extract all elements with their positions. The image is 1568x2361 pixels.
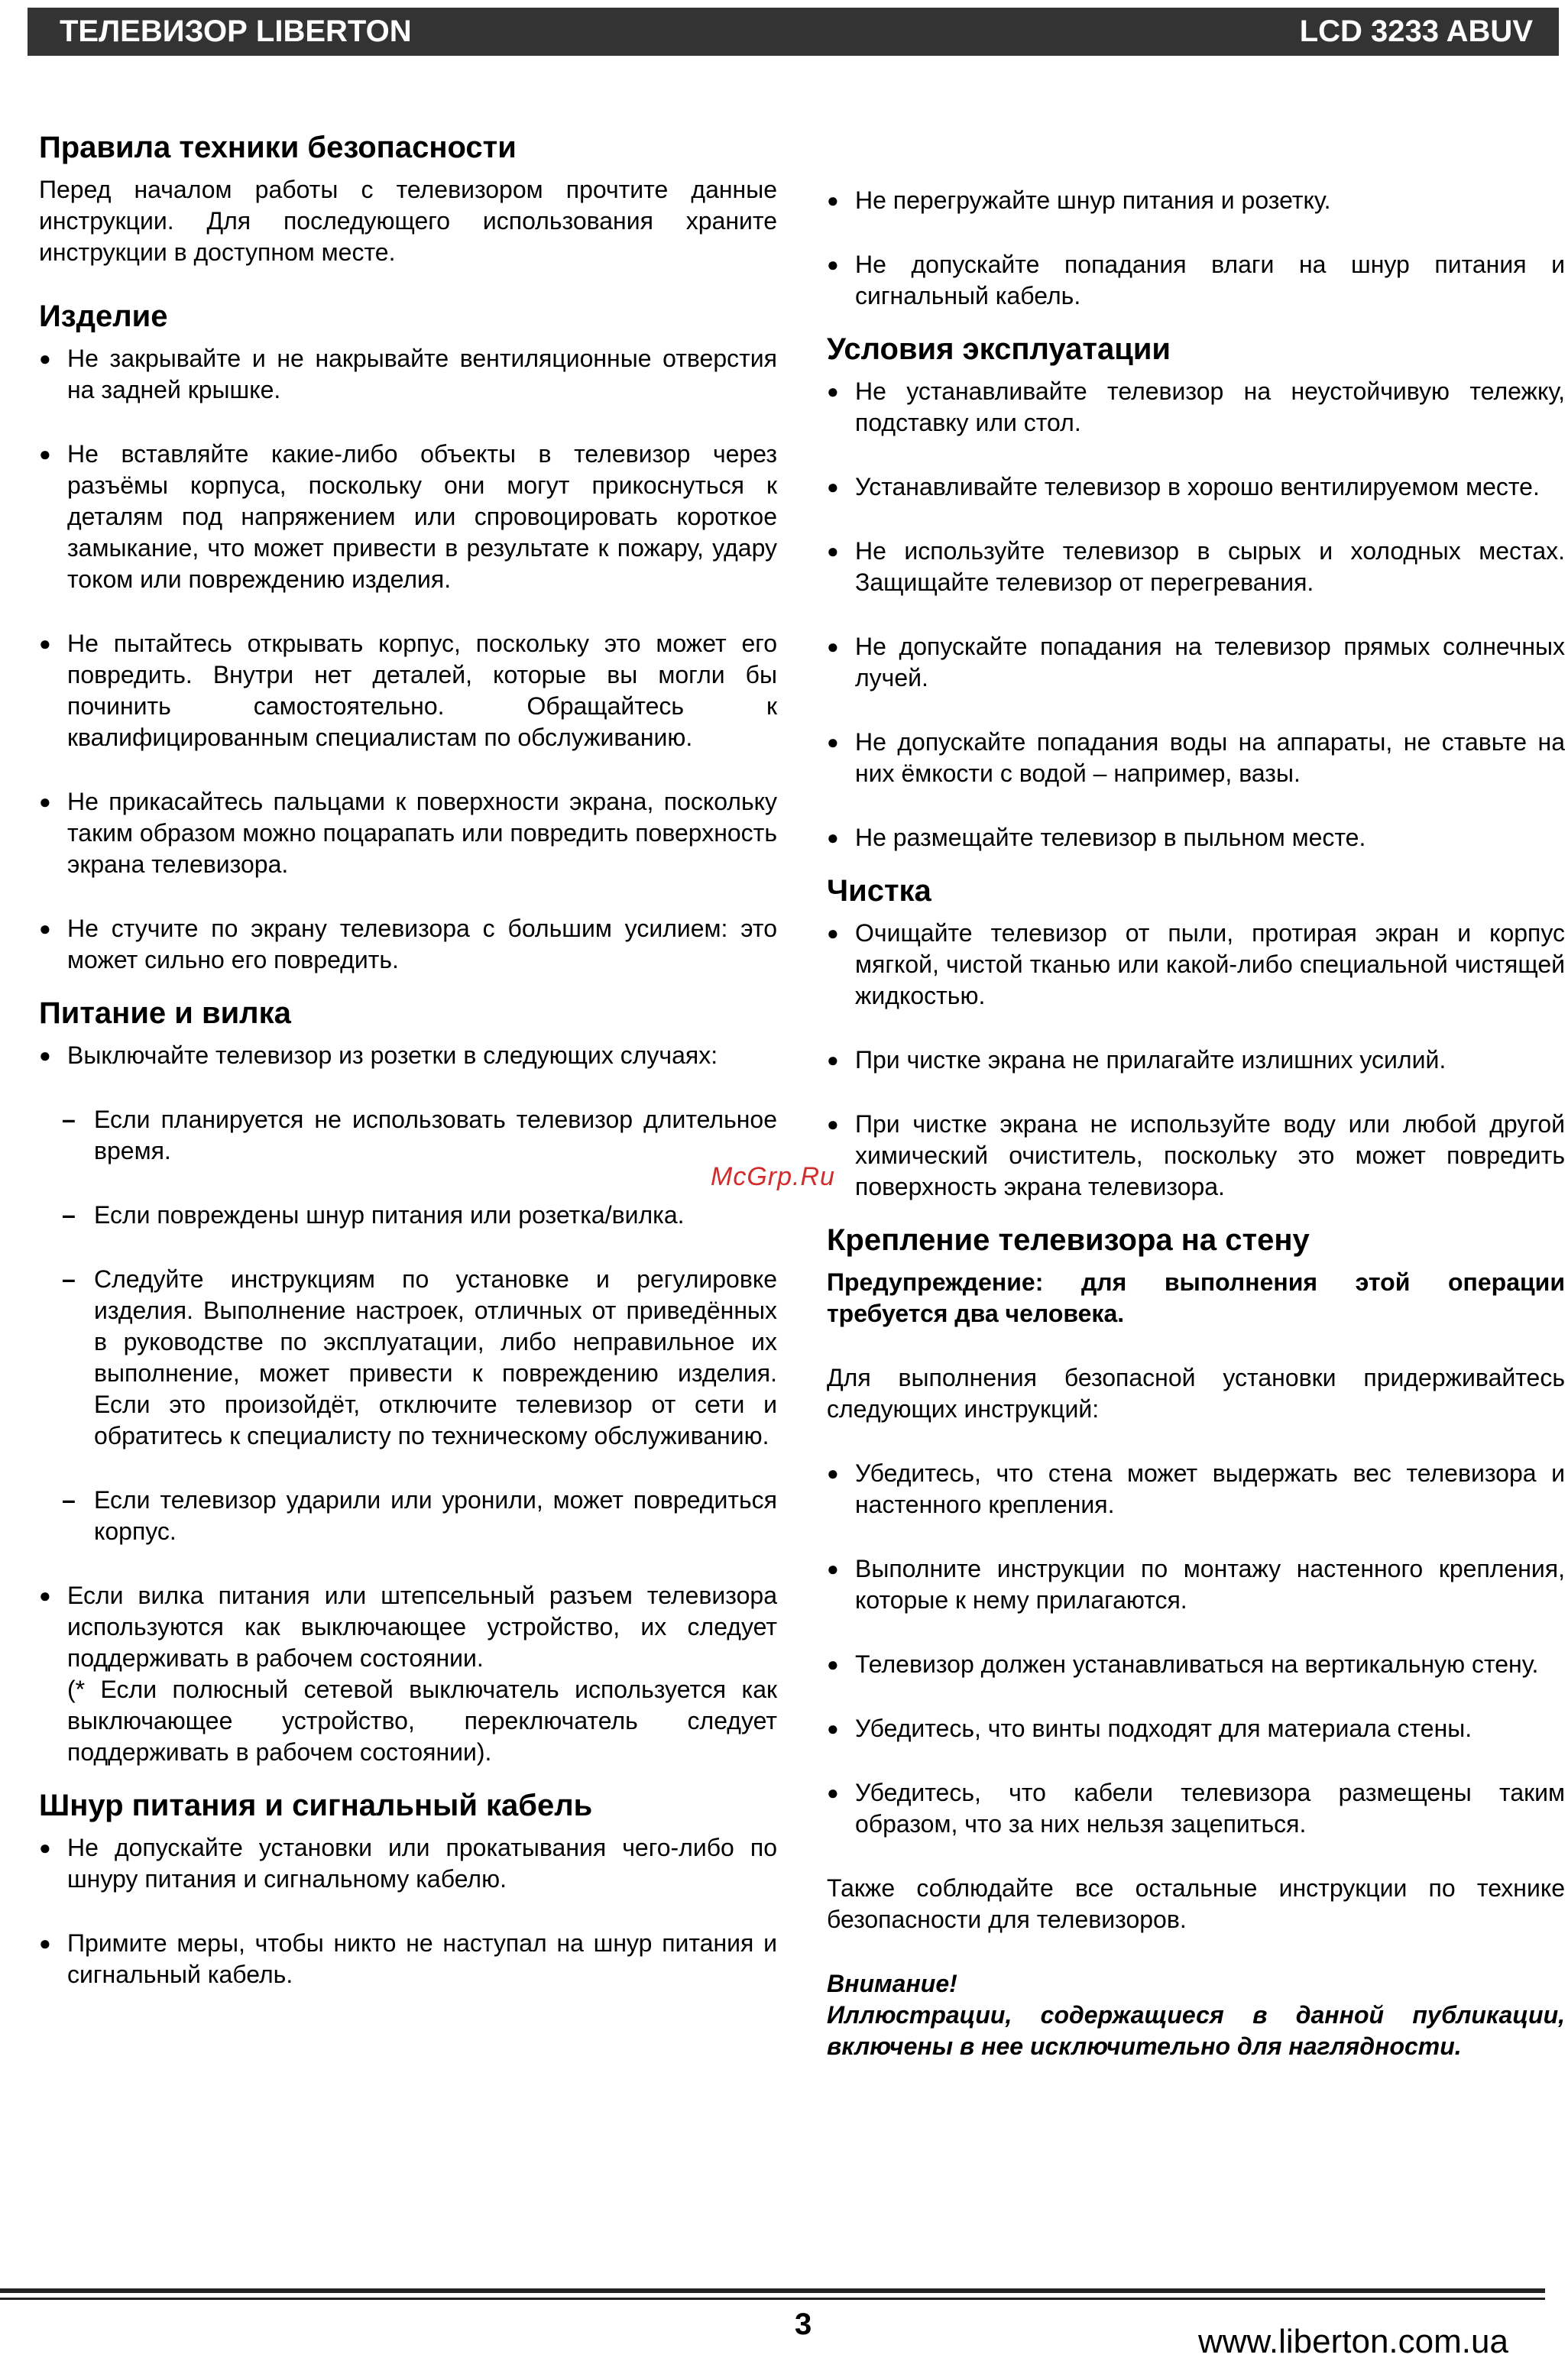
power-list-2 bbox=[39, 1580, 777, 1768]
list-item: ● Выключайте телевизор из розетки в следующих случаях: bbox=[39, 1040, 777, 1071]
list-item: – Если телевизор ударили или уронили, может повредиться корпус. bbox=[62, 1486, 777, 1545]
product-list bbox=[39, 343, 777, 976]
list-item: ● Не закрывайте и не накрывайте вентиляционные отверстия на задней крышке. bbox=[39, 345, 777, 403]
list-item: ● При чистке экрана не прилагайте излишних усилий. bbox=[827, 1044, 1565, 1076]
bullet-icon: ● bbox=[39, 1836, 51, 1859]
wall-mount-outro: Также соблюдайте все остальные инструкции по технике безопасности для телевизоров. bbox=[827, 1874, 1565, 1933]
left-column bbox=[39, 127, 777, 2023]
footer-divider bbox=[0, 2288, 1545, 2293]
bullet-icon: ● bbox=[827, 1112, 839, 1135]
list-item: ● Убедитесь, что винты подходят для материала стены. bbox=[827, 1713, 1565, 1744]
list-item: ● Не устанавливайте телевизор на неустойчивую тележку, подставку или стол. bbox=[827, 377, 1565, 436]
conditions-list bbox=[827, 376, 1565, 853]
cleaning-list bbox=[827, 918, 1565, 1203]
bullet-icon: ● bbox=[827, 253, 839, 276]
section-title-cleaning: Чистка bbox=[827, 874, 931, 908]
list-item: ● Не перегружайте шнур питания и розетку. bbox=[827, 185, 1565, 216]
wall-mount-warning: Предупреждение: для выполнения этой операции требуется два человека. bbox=[827, 1268, 1565, 1327]
list-item: ● Не допускайте попадания воды на аппараты, не ставьте на них ёмкости с водой – например, вазы. bbox=[827, 728, 1565, 787]
bullet-icon: ● bbox=[827, 1781, 839, 1804]
bullet-icon: ● bbox=[827, 475, 839, 498]
list-item: ● Не стучите по экрану телевизора с большим усилием: это может сильно его повредить. bbox=[39, 915, 777, 973]
bullet-icon: ● bbox=[827, 1717, 839, 1740]
bullet-icon: ● bbox=[827, 380, 839, 403]
section-title-power: Питание и вилка bbox=[39, 996, 291, 1030]
bullet-icon: ● bbox=[827, 635, 839, 658]
power-list bbox=[39, 1040, 777, 1071]
bullet-icon: ● bbox=[39, 917, 51, 940]
bullet-icon: ● bbox=[39, 347, 51, 370]
note-title: Внимание! bbox=[827, 1970, 957, 1997]
list-item: – Следуйте инструкциям по установке и регулировке изделия. Выполнение настроек, отличных от приведённых в руководстве по эксплуатации, либо неправильное их выполнение, может привести к повреждению изделия. Если это произойдёт, отключите телевизор от сети и обратитесь к специалисту по техническому обслуживанию. bbox=[62, 1265, 777, 1449]
bullet-icon: ● bbox=[39, 1932, 51, 1955]
dash-icon: – bbox=[62, 1201, 76, 1229]
safety-intro: Перед началом работы с телевизором прочтите данные инструкции. Для последующего использования храните инструкции в доступном месте. bbox=[39, 176, 777, 266]
page-number: 3 bbox=[795, 2308, 812, 2341]
list-item: ● Не допускайте попадания влаги на шнур питания и сигнальный кабель. bbox=[827, 251, 1565, 309]
bullet-icon: ● bbox=[827, 921, 839, 944]
list-item: ● Очищайте телевизор от пыли, протирая экран и корпус мягкой, чистой тканью или какой-либо специальной чистящей жидкостью. bbox=[827, 919, 1565, 1009]
power-dash-list bbox=[39, 1104, 777, 1547]
list-item: ● Не используйте телевизор в сырых и холодных местах. Защищайте телевизор от перегревания. bbox=[827, 537, 1565, 596]
cable-list bbox=[39, 1832, 777, 1990]
list-item: ● Не допускайте попадания на телевизор прямых солнечных лучей. bbox=[827, 633, 1565, 691]
bullet-icon: ● bbox=[39, 1584, 51, 1607]
list-item: ● Выполните инструкции по монтажу настенного крепления, которые к нему прилагаются. bbox=[827, 1555, 1565, 1614]
dash-icon: – bbox=[62, 1265, 76, 1293]
section-title-wall-mount: Крепление телевизора на стену bbox=[827, 1223, 1310, 1257]
list-item: ● Если вилка питания или штепсельный разъем телевизора используются как выключающее устройство, их следует поддерживать в рабочем состоянии. (* Если полюсный сетевой выключатель используется как выключающее устройство, переключатель следует поддерживать в рабочем состоянии). bbox=[39, 1582, 777, 1766]
bullet-icon: ● bbox=[827, 1557, 839, 1580]
list-item: ● При чистке экрана не используйте воду или любой другой химический очиститель, поскольку это может повредить поверхность экрана телевизора. bbox=[827, 1110, 1565, 1200]
section-title-conditions: Условия эксплуатации bbox=[827, 332, 1171, 366]
list-item: ● Телевизор должен устанавливаться на вертикальную стену. bbox=[827, 1649, 1565, 1680]
list-item: ● Убедитесь, что стена может выдержать вес телевизора и настенного крепления. bbox=[827, 1459, 1565, 1518]
wall-mount-intro: Для выполнения безопасной установки придерживайтесь следующих инструкций: bbox=[827, 1364, 1565, 1423]
wall-mount-list bbox=[827, 1458, 1565, 1840]
list-item: ● Убедитесь, что кабели телевизора размещены таким образом, что за них нельзя зацепиться. bbox=[827, 1779, 1565, 1838]
bullet-icon: ● bbox=[827, 1653, 839, 1676]
section-title-safety: Правила техники безопасности bbox=[39, 131, 517, 164]
header-title: ТЕЛЕВИЗОР LIBERTON bbox=[60, 15, 412, 48]
header-model: LCD 3233 ABUV bbox=[1299, 15, 1533, 48]
list-item: ● Примите меры, чтобы никто не наступал на шнур питания и сигнальный кабель. bbox=[39, 1929, 777, 1988]
list-item: ● Не размещайте телевизор в пыльном месте. bbox=[827, 822, 1565, 853]
bullet-icon: ● bbox=[827, 826, 839, 849]
footer-divider-thin bbox=[0, 2298, 1545, 2300]
bullet-icon: ● bbox=[827, 1048, 839, 1071]
cable-list-cont bbox=[827, 185, 1565, 312]
bullet-icon: ● bbox=[39, 442, 51, 465]
bullet-icon: ● bbox=[39, 790, 51, 813]
bullet-icon: ● bbox=[39, 632, 51, 655]
list-item: ● Не пытайтесь открывать корпус, поскольку это может его повредить. Внутри нет деталей, которые вы могли бы починить самостоятельно. Обращайтесь к квалифицированным специалистам по обслуживанию. bbox=[39, 630, 777, 751]
list-item: ● Не прикасайтесь пальцами к поверхности экрана, поскольку таким образом можно поцарапать или повредить поверхность экрана телевизора. bbox=[39, 788, 777, 878]
bullet-icon: ● bbox=[827, 1462, 839, 1485]
section-title-cable: Шнур питания и сигнальный кабель bbox=[39, 1789, 593, 1822]
watermark: McGrp.Ru bbox=[711, 1162, 835, 1191]
right-column bbox=[827, 185, 1565, 2062]
list-item: – Если планируется не использовать телевизор длительное время. bbox=[62, 1106, 777, 1164]
list-item: ● Не вставляйте какие-либо объекты в телевизор через разъёмы корпуса, поскольку они могут прикоснуться к деталям под напряжением или спровоцировать короткое замыкание, что может привести в результате к пожару, удару током или повреждению изделия. bbox=[39, 440, 777, 593]
bullet-icon: ● bbox=[827, 189, 839, 212]
note-text: Иллюстрации, содержащиеся в данной публикации, включены в нее исключительно для наглядности. bbox=[827, 2001, 1565, 2060]
dash-icon: – bbox=[62, 1106, 76, 1133]
website-link[interactable]: www.liberton.com.ua bbox=[1198, 2323, 1508, 2360]
bullet-icon: ● bbox=[827, 539, 839, 562]
dash-icon: – bbox=[62, 1486, 76, 1514]
bullet-icon: ● bbox=[39, 1044, 51, 1067]
list-item: ● Устанавливайте телевизор в хорошо вентилируемом месте. bbox=[827, 471, 1565, 503]
bullet-icon: ● bbox=[827, 730, 839, 753]
section-title-product: Изделие bbox=[39, 300, 168, 333]
list-item: – Если повреждены шнур питания или розетка/вилка. bbox=[39, 1200, 777, 1231]
list-item: ● Не допускайте установки или прокатывания чего-либо по шнуру питания и сигнальному кабелю. bbox=[39, 1834, 777, 1893]
page-header bbox=[28, 8, 1559, 56]
